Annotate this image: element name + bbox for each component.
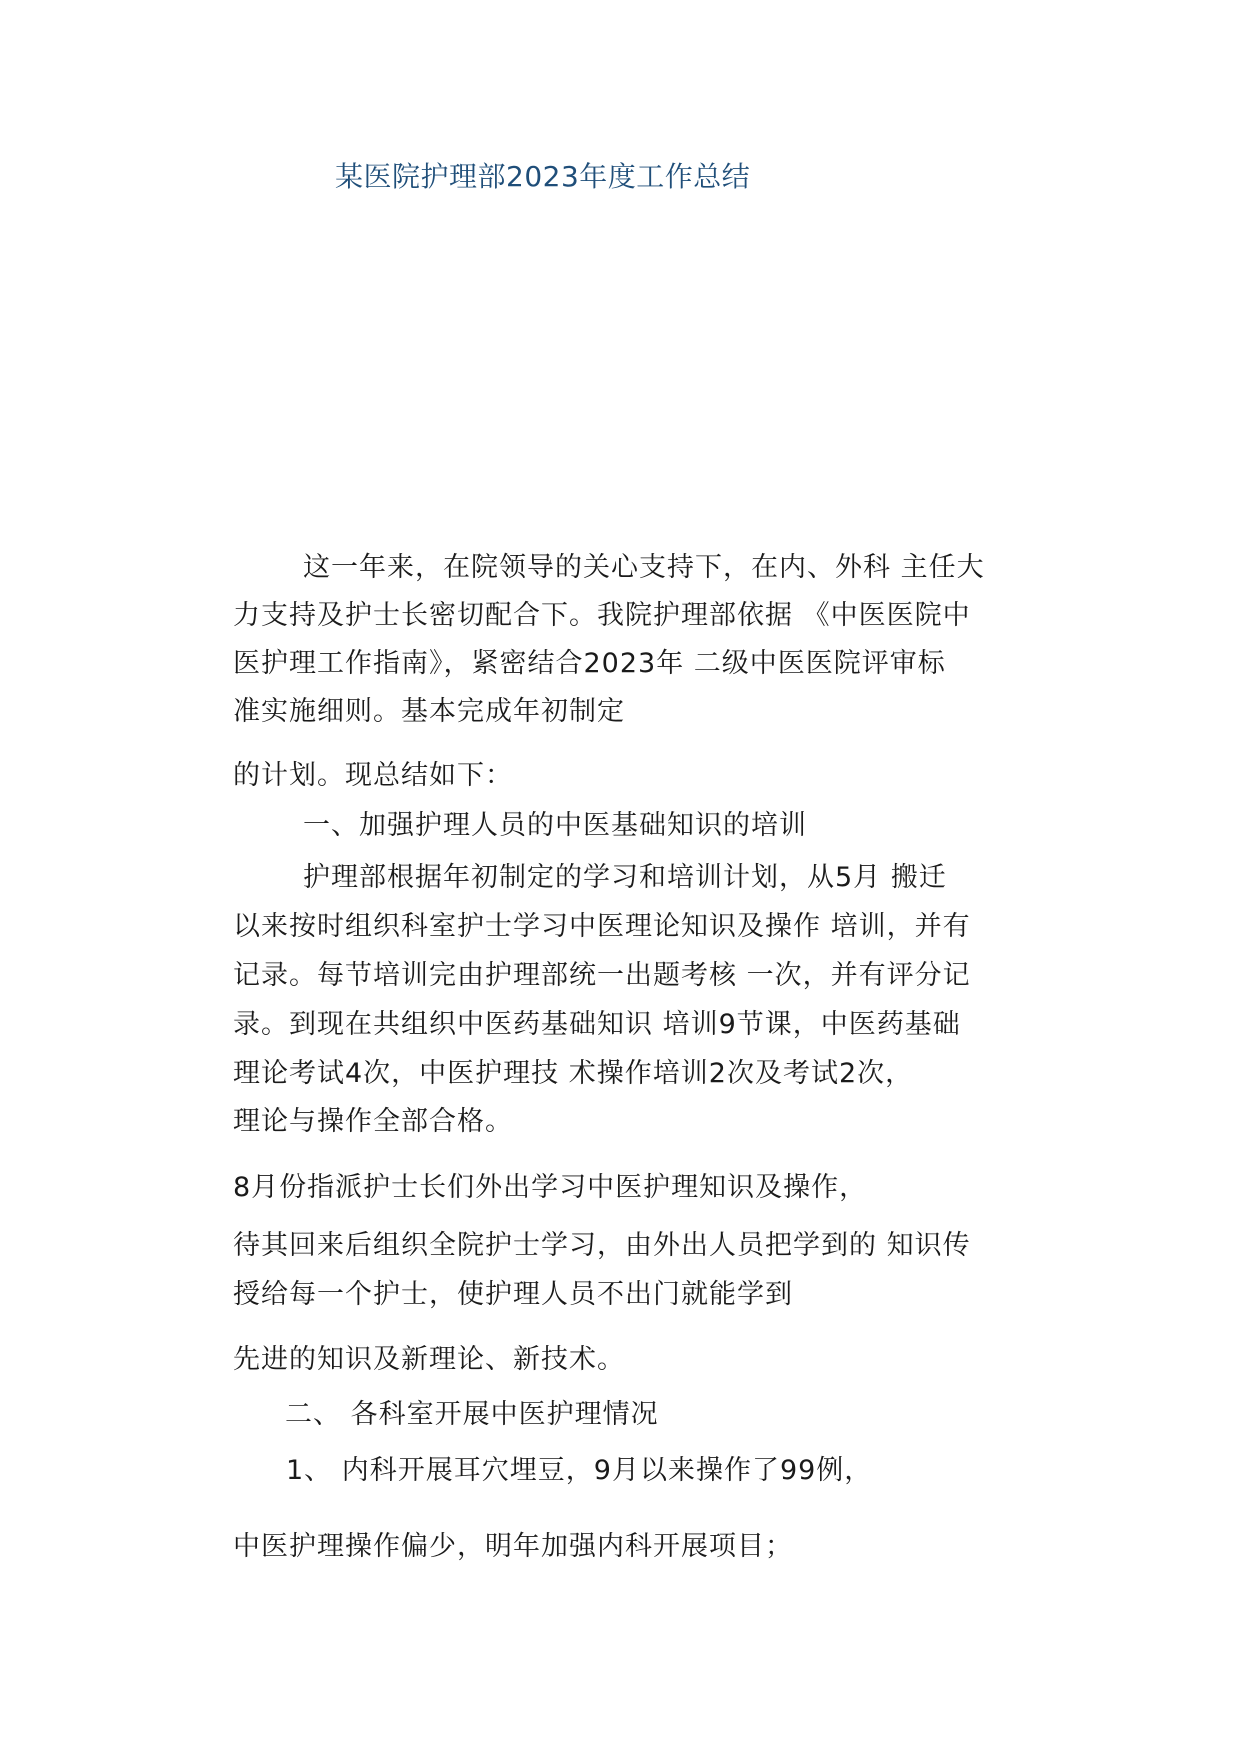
- paragraph-line: 理论与操作全部合格。: [233, 1106, 513, 1137]
- document-title: 某医院护理部2023年度工作总结: [335, 160, 751, 193]
- paragraph-line: 这一年来，在院领导的关心支持下，在内、外科 主任大: [303, 552, 985, 583]
- paragraph-line: 护理部根据年初制定的学习和培训计划，从5月 搬迁: [303, 862, 947, 893]
- paragraph-line: 8月份指派护士长们外出学习中医护理知识及操作，: [233, 1172, 868, 1203]
- section-heading: 一、加强护理人员的中医基础知识的培训: [303, 810, 807, 841]
- section-heading: 二、 各科室开展中医护理情况: [285, 1399, 659, 1430]
- paragraph-line: 待其回来后组织全院护士学习，由外出人员把学到的 知识传: [233, 1230, 971, 1261]
- paragraph-line: 记录。每节培训完由护理部统一出题考核 一次，并有评分记: [233, 960, 971, 991]
- paragraph-line: 医护理工作指南》，紧密结合2023年 二级中医医院评审标: [233, 648, 946, 679]
- paragraph-line: 先进的知识及新理论、新技术。: [233, 1344, 625, 1375]
- paragraph-line: 录。到现在共组织中医药基础知识 培训9节课，中医药基础: [233, 1009, 961, 1040]
- paragraph-line: 力支持及护士长密切配合下。我院护理部依据 《中医医院中: [233, 600, 971, 631]
- paragraph-line: 授给每一个护士，使护理人员不出门就能学到: [233, 1279, 793, 1310]
- paragraph-line: 理论考试4次，中医护理技 术操作培训2次及考试2次，: [233, 1058, 914, 1089]
- paragraph-line: 中医护理操作偏少，明年加强内科开展项目；: [233, 1531, 793, 1562]
- list-item: 1、 内科开展耳穴埋豆，9月以来操作了99例，: [286, 1455, 873, 1486]
- paragraph-line: 的计划。现总结如下：: [233, 760, 513, 791]
- paragraph-line: 准实施细则。基本完成年初制定: [233, 696, 625, 727]
- paragraph-line: 以来按时组织科室护士学习中医理论知识及操作 培训，并有: [233, 911, 971, 942]
